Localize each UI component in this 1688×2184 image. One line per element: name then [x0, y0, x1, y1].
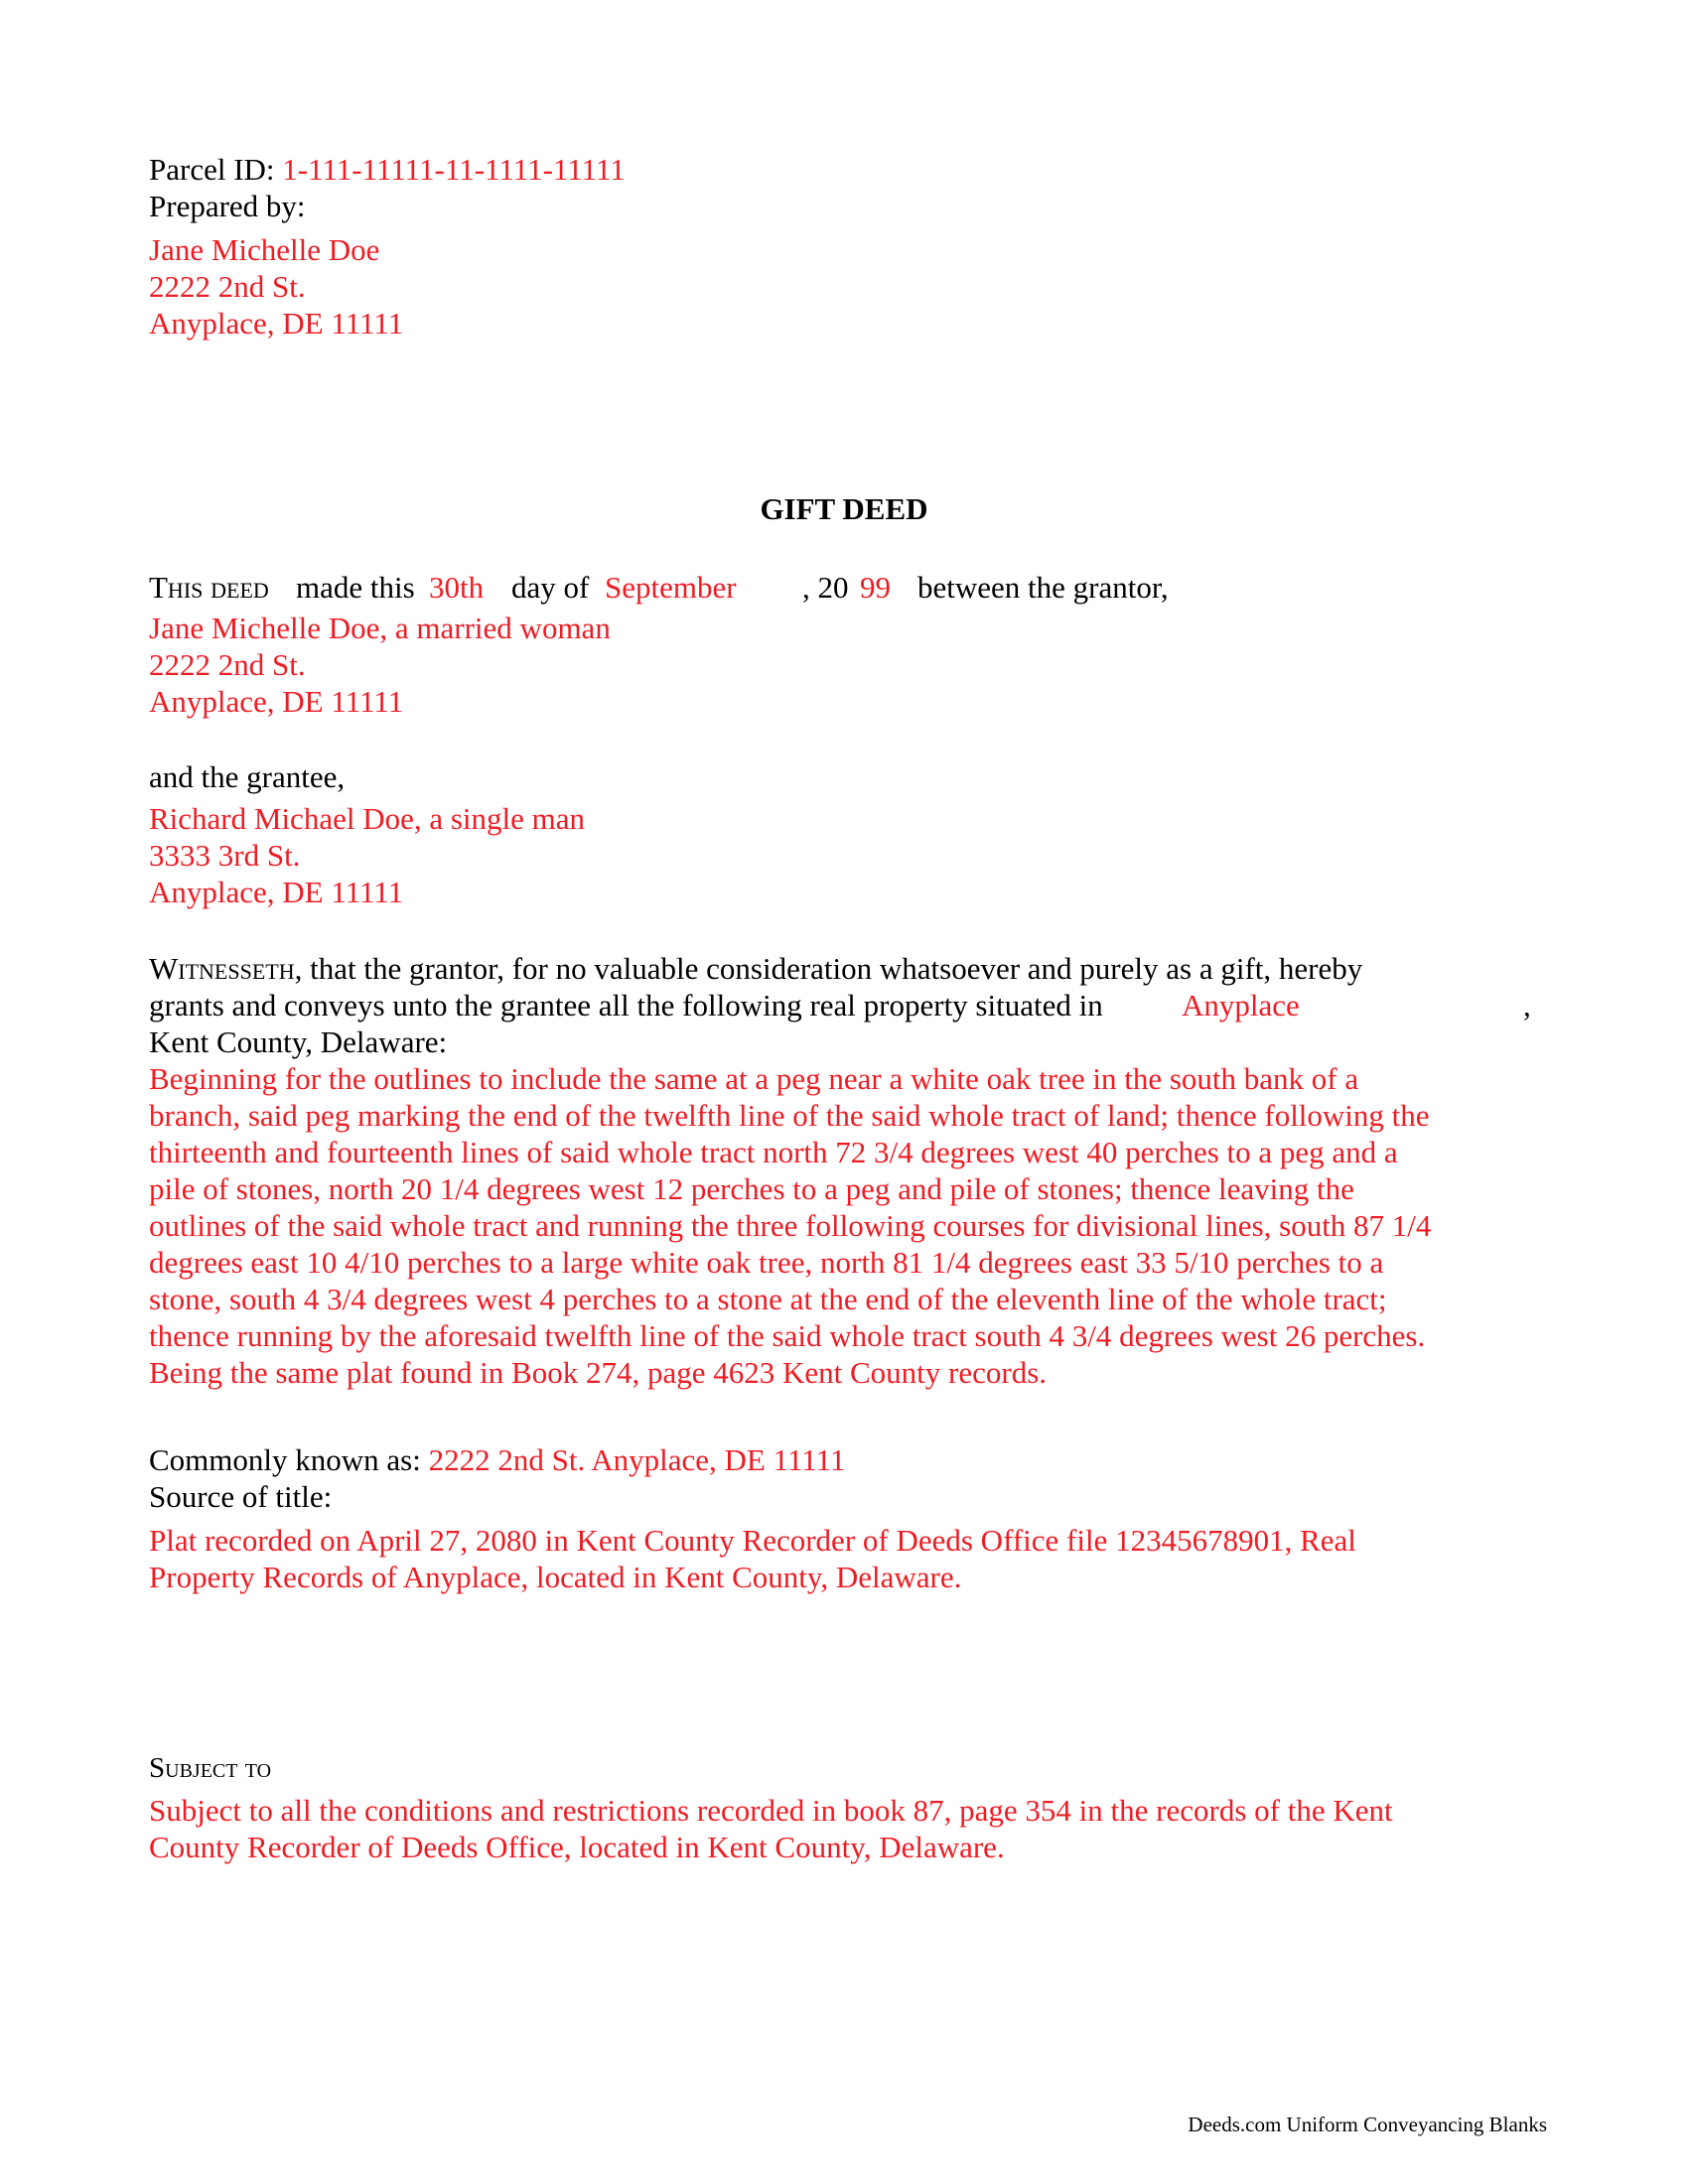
- preparer-name: Jane Michelle Doe: [149, 232, 380, 267]
- source-of-title-label: Source of title:: [149, 1479, 333, 1514]
- preparer-city: Anyplace, DE 11111: [149, 306, 404, 341]
- legal-line: branch, said peg marking the end of the twelfth line of the said whole tract of land; thence following the: [149, 1098, 1430, 1133]
- header-block: [149, 151, 626, 224]
- witnesseth-block: [149, 950, 1549, 1060]
- source-line: Plat recorded on April 27, 2080 in Kent County Recorder of Deeds Office file 12345678901, Real: [149, 1523, 1356, 1558]
- legal-line: Being the same plat found in Book 274, page 4623 Kent County records.: [149, 1355, 1048, 1390]
- subject-to-label: Subject to: [149, 1752, 272, 1784]
- legal-line: outlines of the said whole tract and running the three following courses for divisional lines, south 87 1/4: [149, 1208, 1432, 1243]
- grantee-block: [149, 800, 585, 910]
- legal-line: degrees east 10 4/10 perches to a large white oak tree, north 81 1/4 degrees east 33 5/10 perches to a: [149, 1245, 1384, 1280]
- grantor-block: [149, 610, 611, 720]
- subject-line: County Recorder of Deeds Office, located in Kent County, Delaware.: [149, 1830, 1005, 1864]
- source-line: Property Records of Anyplace, located in Kent County, Delaware.: [149, 1560, 962, 1594]
- witnesseth-line-1: Witnesseth, that the grantor, for no valuable consideration whatsoever and purely as a gift, hereby: [149, 951, 1363, 986]
- grantee-street: 3333 3rd St.: [149, 838, 301, 873]
- legal-description: [149, 1060, 1431, 1391]
- grantor-city: Anyplace, DE 11111: [149, 684, 404, 719]
- legal-line: thirteenth and fourteenth lines of said whole tract north 72 3/4 degrees west 40 perches to a peg and a: [149, 1135, 1398, 1169]
- parcel-id-value: 1-111-11111-11-1111-11111: [282, 152, 626, 187]
- witnesseth-line-2: grants and conveys unto the grantee all the following real property situated in Anyplace ,: [149, 988, 1531, 1023]
- day-of-label: day of: [511, 570, 590, 605]
- grantee-label: and the grantee,: [149, 759, 346, 794]
- subject-line: Subject to all the conditions and restrictions recorded in book 87, page 354 in the records of the Kent: [149, 1793, 1393, 1828]
- legal-line: pile of stones, north 20 1/4 degrees west 12 perches to a peg and pile of stones; thence leaving the: [149, 1171, 1354, 1206]
- parcel-id-line: [149, 151, 626, 188]
- commonly-known-line: [149, 1441, 846, 1478]
- grantor-name: Jane Michelle Doe, a married woman: [149, 611, 611, 645]
- legal-line: stone, south 4 3/4 degrees west 4 perches to a stone at the end of the eleventh line of the whole tract;: [149, 1282, 1387, 1316]
- preparer-block: [149, 231, 403, 341]
- document-title: GIFT DEED: [760, 491, 928, 526]
- grantor-street: 2222 2nd St.: [149, 647, 306, 682]
- grantee-name: Richard Michael Doe, a single man: [149, 801, 586, 836]
- footer-credit: Deeds.com Uniform Conveyancing Blanks: [1188, 2113, 1547, 2136]
- deed-year-suffix: 99: [860, 570, 891, 605]
- preparer-street: 2222 2nd St.: [149, 269, 306, 304]
- made-this-label: made this: [296, 570, 415, 605]
- deed-day: 30th: [429, 570, 485, 605]
- witnesseth-lead: Witnesseth: [149, 951, 295, 986]
- commonly-known-value: 2222 2nd St. Anyplace, DE 11111: [428, 1442, 846, 1477]
- parcel-id-label: Parcel ID:: [149, 152, 275, 187]
- witnesseth-line-3: Kent County, Delaware:: [149, 1024, 448, 1059]
- legal-line: thence running by the aforesaid twelfth line of the said whole tract south 4 3/4 degrees west 26 perches.: [149, 1318, 1426, 1353]
- source-of-title-text: [149, 1522, 1356, 1595]
- property-place: Anyplace: [1182, 988, 1300, 1023]
- legal-line: Beginning for the outlines to include the same at a peg near a white oak tree in the south bank of a: [149, 1061, 1359, 1096]
- intro-line: [149, 569, 1589, 606]
- deed-month: September: [605, 570, 737, 605]
- commonly-known-label: Commonly known as:: [149, 1442, 421, 1477]
- between-grantor-label: between the grantor,: [917, 570, 1169, 605]
- this-deed-label: This deed: [149, 570, 269, 605]
- subject-to-text: [149, 1792, 1393, 1865]
- year-prefix: , 20: [802, 570, 849, 605]
- commonly-known-block: [149, 1441, 846, 1515]
- grantee-city: Anyplace, DE 11111: [149, 875, 404, 909]
- prepared-by-label: Prepared by:: [149, 189, 306, 223]
